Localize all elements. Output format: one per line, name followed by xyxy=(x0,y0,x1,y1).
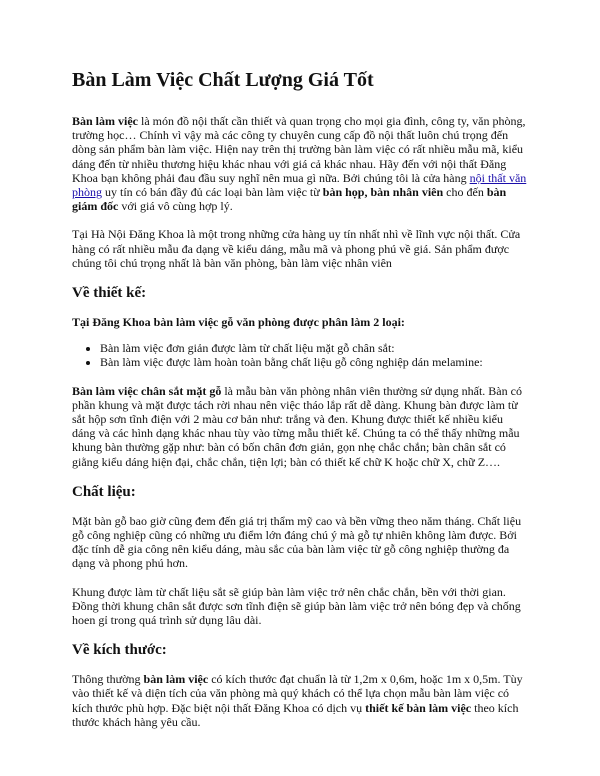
steel-leg-text: là mẫu bàn văn phòng nhân viên thường sử dụng nhất. Bàn có phần khung và mặt được tách rời nhau nên việc tháo lắp rất dễ dàng. Khung bàn được làm từ sắt hộp sơn tĩnh điện với 2 màu cơ bản như: trắng và đen. Khung được thiết kế nhiều kiểu dáng và các hình dạng khác nhau tùy vào từng mẫu thiết kế. Chúng ta có thể thấy những mẫu khung bàn thường gặp như: bàn có bốn chân đơn giản, gọn nhẹ chắc chắn; bàn chân sắt có giằng kiểu dáng hiện đại, chắc chắn, tiện lợi; bàn có thiết kế chữ K hoặc chữ X, chữ Z…. xyxy=(72,383,522,469)
steel-leg-paragraph xyxy=(72,384,528,469)
intro-text-3: cho đến xyxy=(443,185,487,200)
hanoi-paragraph: Tại Hà Nội Đăng Khoa là một trong những cửa hàng uy tín nhất nhì về lĩnh vực nội thất. Cửa hàng có rất nhiều mẫu đa dạng về kiểu dáng, mẫu mã và phong phú về giá. Sản phẩm được chúng tôi chú trọng nhất là bàn văn phòng, bàn làm việc nhân viên xyxy=(72,227,521,270)
material-paragraph-1: Mặt bàn gỗ bao giờ cũng đem đến giá trị thẩm mỹ cao và bền vững theo năm tháng. Chất liệu gỗ công nghiệp cũng có những ưu điểm lớn đáng chú ý mà gỗ tự nhiên không làm được. Bởi đặc tính dễ gia công nên kiểu dáng, màu sắc của bàn làm việc từ gỗ công nghiệp thường đa dạng và phong phú hơn. xyxy=(72,513,522,571)
page-title: Bàn Làm Việc Chất Lượng Giá Tốt xyxy=(72,69,374,91)
design-bullet-item: • Bàn làm việc đơn giản được làm từ chất liệu mặt gỗ chân sắt: xyxy=(100,341,528,355)
office-furniture-link[interactable]: nội thất văn phòng xyxy=(72,170,527,200)
material-paragraph-2: Khung được làm từ chất liệu sắt sẽ giúp bàn làm việc trở nên chắc chắn, bền với thời gian. Đồng thời khung chân sắt được sơn tĩnh điện sẽ giúp bàn làm việc trở nên bóng đẹp và chống hoen gỉ trong quá trình sử dụng lâu dài. xyxy=(72,584,521,628)
steel-leg-bold: Bàn làm việc chân sắt mặt gỗ xyxy=(72,383,222,398)
size-bold-1: bàn làm việc xyxy=(143,672,209,687)
intro-bold-ban-hop: bàn họp, bàn nhân viên xyxy=(322,185,444,200)
size-bold-2: thiết kế bàn làm việc xyxy=(365,700,472,715)
size-paragraph xyxy=(72,672,528,729)
intro-bold-ban-lam-viec: Bàn làm việc xyxy=(72,114,138,128)
intro-text-4: với giá vô cùng hợp lý. xyxy=(118,199,233,214)
material-heading: Chất liệu: xyxy=(72,483,136,500)
design-subheading: Tại Đăng Khoa bàn làm việc gỗ văn phòng được phân làm 2 loại: xyxy=(72,315,405,330)
intro-paragraph xyxy=(72,114,528,213)
intro-text-1: là món đồ nội thất cần thiết và quan trọng cho mọi gia đình, công ty, văn phòng, trường học… Chính vì vậy mà các công ty chuyên cung cấp đồ nội thất luôn chú trọng đến dòng sản phẩm bàn làm việc. Hiện nay trên thị trường bàn làm việc có rất nhiều mẫu mã, kiểu dáng đến từ nhiều thương hiệu khác nhau với giá cả khác nhau. Hãy đến với nội thất Đăng Khoa bạn không phải đau đầu suy nghĩ nên mua gì nữa. Bởi chúng tôi là cửa hàng xyxy=(72,114,526,185)
intro-bold-ban-giam-doc: bàn giám đốc xyxy=(72,185,507,214)
design-bullet-item: • Bàn làm việc được làm hoàn toàn bằng chất liệu gỗ công nghiệp dán melamine: xyxy=(100,355,528,369)
size-text-2: có kích thước đạt chuẩn là từ 1,2m x 0,6m, hoặc 1m x 0,5m. Tùy vào thiết kế và diện tích của văn phòng mà quý khách có thể lựa chọn mẫu bàn làm việc có kích thước phù hợp. Đặc biệt nội thất Đăng Khoa có dịch vụ xyxy=(72,672,523,715)
intro-text-2: uy tín có bán đầy đủ các loại bàn làm việc từ xyxy=(102,185,323,200)
size-heading: Về kích thước: xyxy=(72,642,167,659)
design-heading: Về thiết kế: xyxy=(72,285,147,302)
size-text-1: Thông thường xyxy=(72,672,144,687)
size-text-3: theo kích thước khách hàng yêu cầu. xyxy=(72,700,519,729)
design-bullet-list xyxy=(72,341,528,369)
